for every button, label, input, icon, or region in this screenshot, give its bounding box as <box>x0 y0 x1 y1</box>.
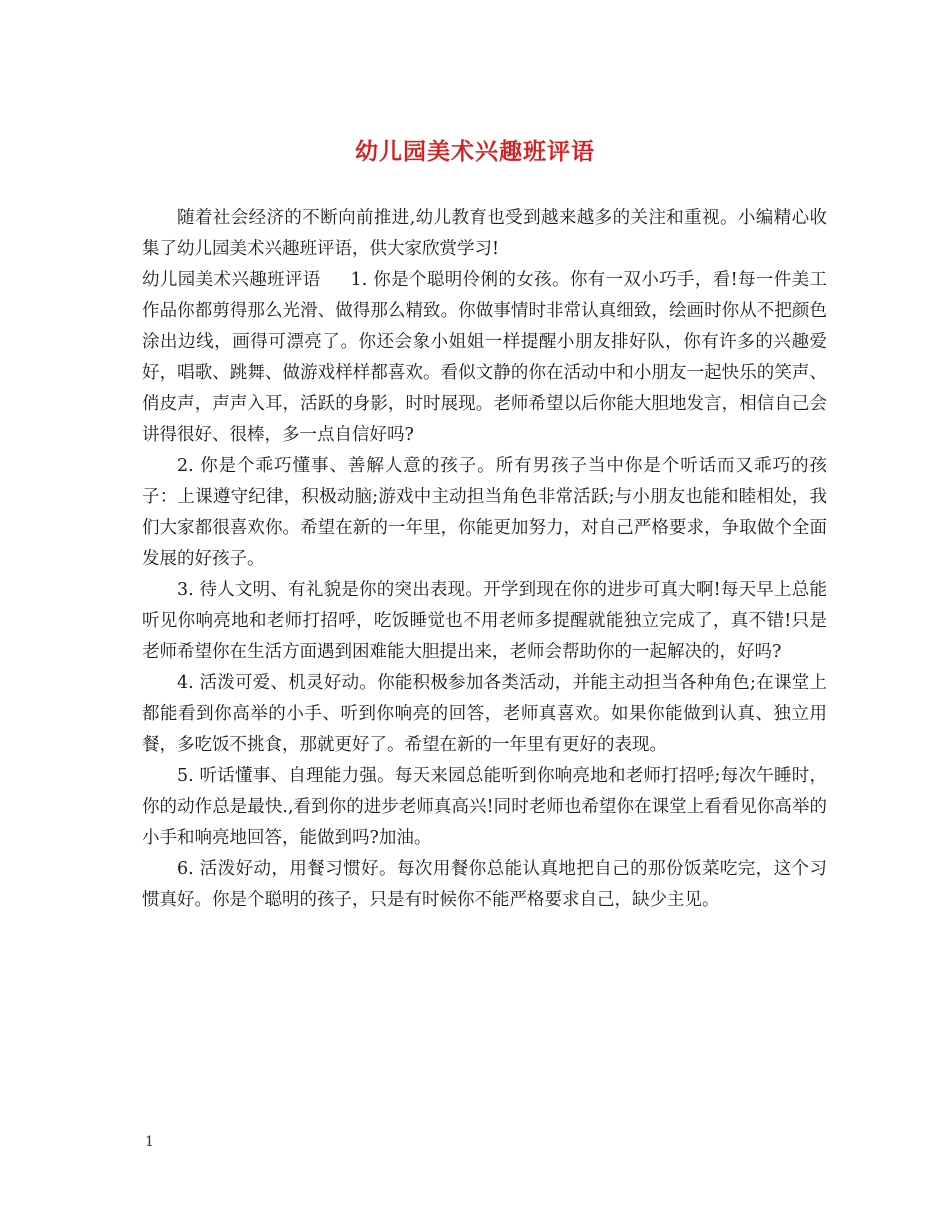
item-6-paragraph: 6. 活泼好动，用餐习惯好。每次用餐你总能认真地把自己的那份饭菜吃完，这个习惯真好。你是个聪明的孩子，只是有时候你不能严格要求自己，缺少主见。 <box>142 859 827 910</box>
item-4-paragraph: 4. 活泼可爱、机灵好动。你能积极参加各类活动，并能主动担当各种角色;在课堂上都能看到你高举的小手、听到你响亮的回答，老师真喜欢。如果你能做到认真、独立用餐，多吃饭不挑食，那就更好了。希望在新的一年里有更好的表现。 <box>142 673 827 755</box>
document-title: 幼儿园美术兴趣班评语 <box>355 138 595 165</box>
page-number: 1 <box>145 1134 154 1150</box>
item-3-paragraph: 3. 待人文明、有礼貌是你的突出表现。开学到现在你的进步可真大啊!每天早上总能听见你响亮地和老师打招呼，吃饭睡觉也不用老师多提醒就能独立完成了，真不错!只是老师希望你在生活方面遇到困难能大胆提出来，老师会帮助你的一起解决的，好吗? <box>142 580 827 662</box>
item-2-paragraph: 2. 你是个乖巧懂事、善解人意的孩子。所有男孩子当中你是个听话而又乖巧的孩子：上课遵守纪律，积极动脑;游戏中主动担当角色非常活跃;与小朋友也能和睦相处，我们大家都很喜欢你。希望在新的一年里，你能更加努力，对自己严格要求，争取做个全面发展的好孩子。 <box>142 456 827 569</box>
item-5-paragraph: 5. 听话懂事、自理能力强。每天来园总能听到你响亮地和老师打招呼;每次午睡时，你的动作总是最快.,看到你的进步老师真高兴!同时老师也希望你在课堂上看看见你高举的小手和响亮地回答，能做到吗?加油。 <box>142 766 827 848</box>
document-body <box>142 203 827 916</box>
item-1-text: 1. 你是个聪明伶俐的女孩。你有一双小巧手，看!每一件美工作品你都剪得那么光滑、做得那么精致。你做事情时非常认真细致，绘画时你从不把颜色涂出边线，画得可漂亮了。你还会象小姐姐一样提醒小朋友排好队，你有许多的兴趣爱好，唱歌、跳舞、做游戏样样都喜欢。看似文静的你在活动中和小朋友一起快乐的笑声、俏皮声，声声入耳，活跃的身影，时时展现。老师希望以后你能大胆地发言，相信自己会讲得很好、很棒，多一点自信好吗? <box>142 270 827 445</box>
intro-paragraph: 随着社会经济的不断向前推进,幼儿教育也受到越来越多的关注和重视。小编精心收集了幼儿园美术兴趣班评语，供大家欣赏学习! <box>142 208 827 259</box>
item-1-paragraph <box>142 265 827 451</box>
section-label: 幼儿园美术兴趣班评语 <box>142 270 321 290</box>
